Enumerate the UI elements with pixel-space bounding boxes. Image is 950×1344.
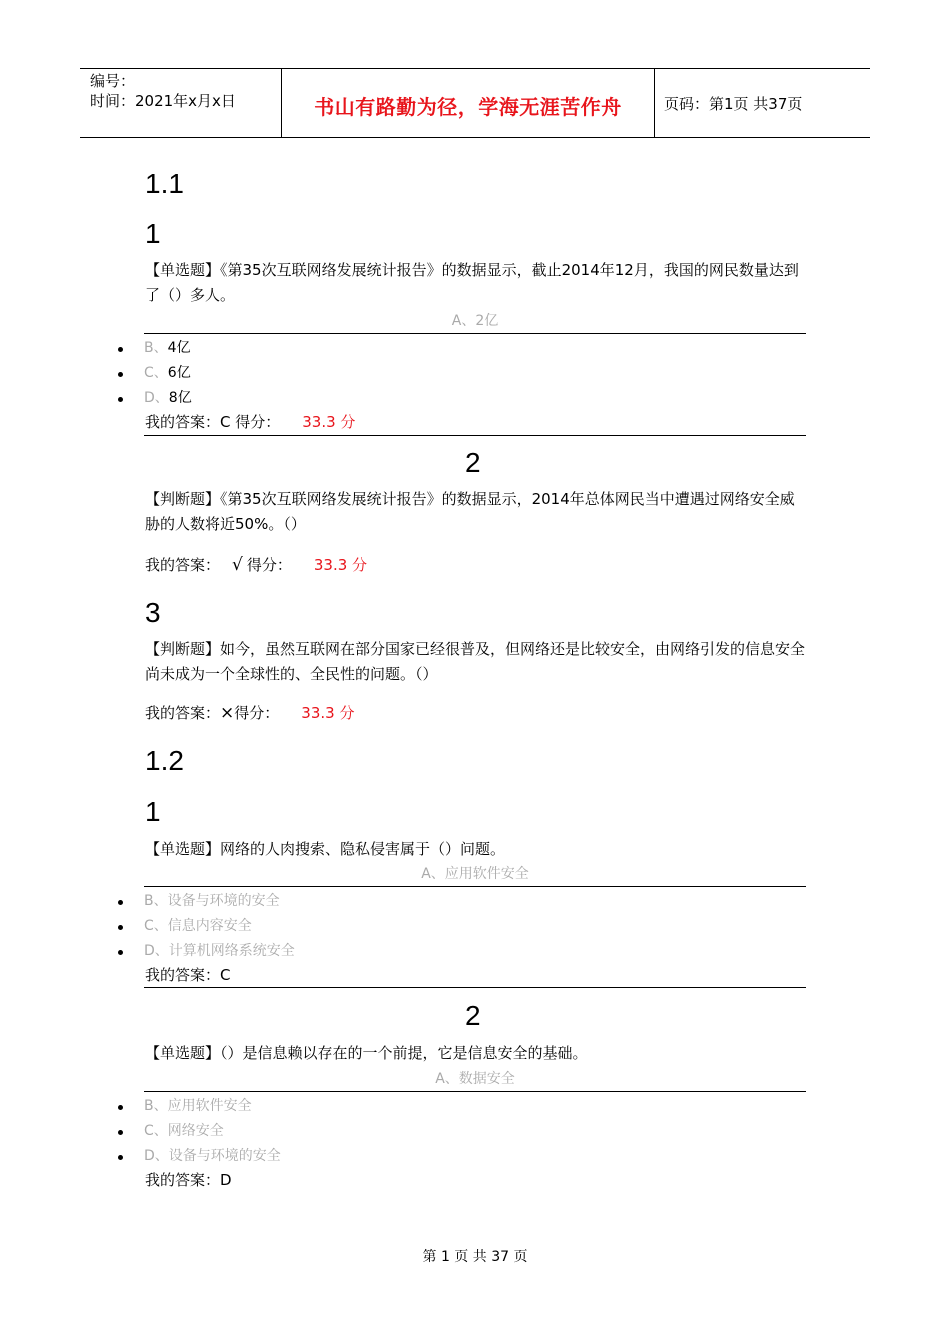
- score-label: 得分：: [246, 556, 292, 574]
- divider-line: [144, 987, 806, 988]
- bullet-icon: [118, 1155, 123, 1160]
- options-list: [118, 336, 192, 411]
- question-number: 1: [145, 796, 161, 827]
- my-answer: 我的答案：D: [145, 1171, 232, 1189]
- header-meta: [90, 71, 236, 111]
- question-number: 2: [465, 1000, 481, 1031]
- option-item: [118, 939, 295, 964]
- page-header: [80, 68, 870, 138]
- section-title: 1.1: [145, 168, 184, 199]
- header-motto: 书山有路勤为径，学海无涯苦作舟: [314, 95, 622, 119]
- option-item: [118, 336, 192, 361]
- answer-label: 我的答案：C 得分：: [145, 413, 281, 431]
- cross-mark-icon: ×: [220, 703, 235, 723]
- option-item: [118, 1119, 281, 1144]
- option-letter: C、: [144, 365, 168, 381]
- answer-label: 我的答案：: [145, 556, 221, 574]
- check-mark-icon: √: [232, 555, 243, 575]
- my-answer: [145, 702, 354, 724]
- option-item: [118, 914, 295, 939]
- section-title: 1.2: [145, 745, 184, 776]
- my-answer: [145, 554, 367, 576]
- option-text: 计算机网络系统安全: [168, 943, 295, 959]
- question-text: 【判断题】如今，虽然互联网在部分国家已经很普及，但网络还是比较安全，由网络引发的信息安全尚未成为一个全球性的、全民性的问题。（）: [145, 640, 806, 683]
- bullet-icon: [118, 372, 123, 377]
- header-divider: [654, 69, 655, 137]
- bullet-icon: [118, 900, 123, 905]
- divider-line: [144, 333, 806, 334]
- bullet-icon: [118, 347, 123, 352]
- answer-label: 我的答案：: [145, 704, 221, 722]
- time-label: 时间：2021年x月x日: [90, 92, 236, 110]
- score-label: 得分：: [234, 704, 280, 722]
- option-letter: D、: [144, 1148, 169, 1164]
- option-text: 8亿: [168, 390, 192, 406]
- divider-line: [144, 1091, 806, 1092]
- my-answer: 我的答案：C: [145, 966, 231, 984]
- option-letter: B、: [144, 340, 168, 356]
- options-list: [118, 889, 295, 964]
- page-number-label: 页码：第1页 共37页: [664, 95, 803, 113]
- option-item: [118, 1094, 281, 1119]
- score-value: 33.3 分: [302, 413, 356, 431]
- option-item: [118, 386, 192, 411]
- option-text: 信息内容安全: [167, 918, 252, 934]
- question-number: 3: [145, 597, 161, 628]
- option-a: A、数据安全: [435, 1071, 515, 1087]
- my-answer: [145, 411, 355, 433]
- question-text: 【单选题】《第35次互联网络发展统计报告》的数据显示，截止2014年12月，我国的网民数量达到了（）多人。: [145, 261, 799, 304]
- options-list: [118, 1094, 281, 1169]
- option-text: 设备与环境的安全: [167, 893, 280, 909]
- option-a: A、应用软件安全: [421, 866, 529, 882]
- page-footer: 第 1 页 共 37 页: [422, 1249, 528, 1265]
- bullet-icon: [118, 397, 123, 402]
- bullet-icon: [118, 950, 123, 955]
- divider-line: [144, 435, 806, 436]
- option-letter: D、: [144, 943, 169, 959]
- bullet-icon: [118, 1105, 123, 1110]
- option-text: 设备与环境的安全: [168, 1148, 281, 1164]
- option-item: [118, 361, 192, 386]
- question-number: 1: [145, 218, 161, 249]
- option-item: [118, 1144, 281, 1169]
- option-text: 6亿: [167, 365, 191, 381]
- option-text: 4亿: [167, 340, 191, 356]
- score-value: 33.3 分: [313, 556, 368, 574]
- option-a: A、2亿: [451, 313, 499, 329]
- option-letter: B、: [144, 1098, 168, 1114]
- question-text: 【单选题】（）是信息赖以存在的一个前提，它是信息安全的基础。: [145, 1044, 588, 1062]
- score-value: 33.3 分: [301, 704, 355, 722]
- option-letter: C、: [144, 918, 168, 934]
- question-number: 2: [465, 447, 481, 478]
- question-text: 【判断题】《第35次互联网络发展统计报告》的数据显示，2014年总体网民当中遭遇过网络安全威胁的人数将近50%。（）: [145, 490, 795, 533]
- option-letter: C、: [144, 1123, 168, 1139]
- divider-line: [144, 886, 806, 887]
- number-label: 编号：: [90, 72, 136, 90]
- bullet-icon: [118, 1130, 123, 1135]
- bullet-icon: [118, 925, 123, 930]
- option-letter: B、: [144, 893, 168, 909]
- option-item: [118, 889, 295, 914]
- option-letter: D、: [144, 390, 169, 406]
- question-text: 【单选题】网络的人肉搜索、隐私侵害属于（）问题。: [145, 840, 506, 858]
- option-text: 网络安全: [167, 1123, 224, 1139]
- option-text: 应用软件安全: [167, 1098, 252, 1114]
